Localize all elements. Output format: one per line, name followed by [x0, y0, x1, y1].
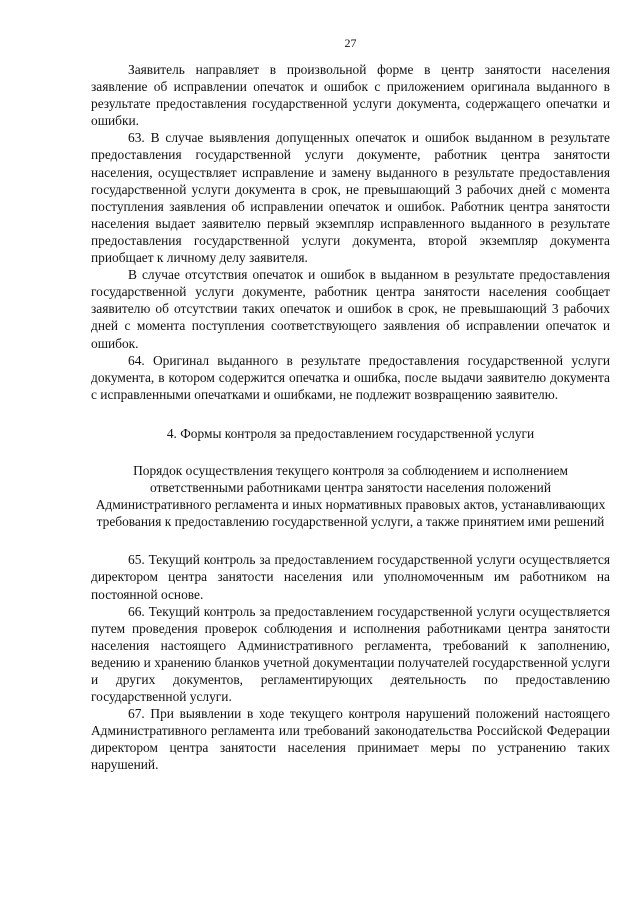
paragraph-66: 66. Текущий контроль за предоставлением государственной услуги осуществляется путем проведения проверок соблюдения и исполнения работниками центра занятости населения настоящего Административного регламента, требований к заполнению, ведению и хранению бланков учетной документации получателей государственной услуги и других документов, регламентирующих деятельность по предоставлению государственной услуги.: [91, 603, 610, 705]
page-number: 27: [344, 36, 357, 50]
paragraph-65: 65. Текущий контроль за предоставлением государственной услуги осуществляется директором центра занятости населения или уполномоченным им работником на постоянной основе.: [91, 552, 610, 602]
section-title: 4. Формы контроля за предоставлением государственной услуги: [166, 425, 535, 441]
paragraph-applicant-request: Заявитель направляет в произвольной форме в центр занятости населения заявление об исправлении опечаток и ошибок с приложением оригинала выданного в результате предоставления государственной услуги документа, содержащего опечатки и ошибки.: [91, 62, 610, 129]
paragraph-64: 64. Оригинал выданного в результате предоставления государственной услуги документа, в котором содержится опечатка и ошибка, после выдачи заявителю документа с исправленными опечатками и ошибками, не подлежит возвращению заявителю.: [91, 352, 610, 402]
paragraph-63: 63. В случае выявления допущенных опечаток и ошибок выданном в результате предоставления государственной услуги документе, работник центра занятости населения, осуществляет исправление и замену выданного в результате предоставления государственной услуги документа в срок, не превышающий 3 рабочих дней с момента поступления заявления об исправлении опечаток и ошибок. Работник центра занятости населения выдает заявителю первый экземпляр исправленного выданного в результате предоставления государственной услуги документа, второй экземпляр документа приобщает к личному делу заявителя.: [91, 130, 610, 266]
subsection-title: Порядок осуществления текущего контроля за соблюдением и исполнением ответственными работниками центра занятости населения положений Административного регламента и иных нормативных правовых актов, устанавливающих требования к предоставлению государственной услуги, а также принятием ими решений: [95, 462, 606, 530]
paragraph-67: 67. При выявлении в ходе текущего контроля нарушений положений настоящего Административного регламента или требований законодательства Российской Федерации директором центра занятости населения принимает меры по устранению таких нарушений.: [91, 706, 610, 773]
document-page: [91, 36, 610, 774]
paragraph-no-errors: В случае отсутствия опечаток и ошибок в выданном в результате предоставления государственной услуги документе, работник центра занятости населения сообщает заявителю об отсутствии таких опечаток и ошибок в срок, не превышающий 3 рабочих дней с момента поступления соответствующего заявления об исправлении опечаток и ошибок.: [91, 267, 610, 351]
